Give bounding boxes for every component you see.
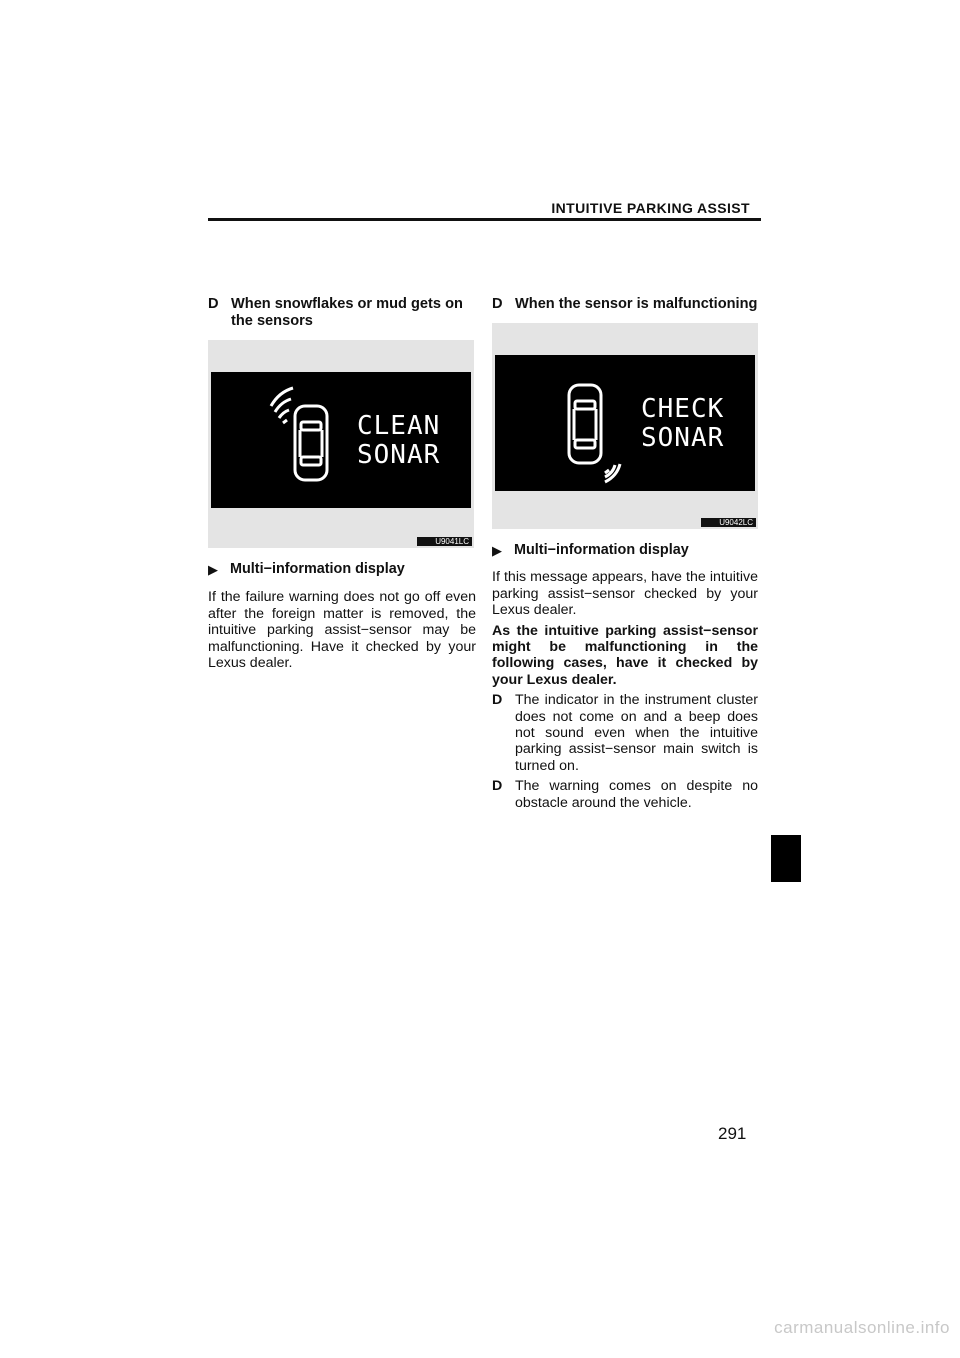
screen-line2: SONAR xyxy=(357,440,441,470)
bullet-icon: D xyxy=(492,296,503,312)
sonar-car-icon xyxy=(545,355,635,491)
list-item-text: The indicator in the instrument cluster does not come on and a beep does not sound even when the intuitive parking assist−sensor main switch is turned on. xyxy=(515,692,758,774)
right-bold-paragraph: As the intuitive parking assist−sensor might be malfunctioning in the following cases, have it checked by your Lexus dealer. xyxy=(492,622,758,688)
screen-text xyxy=(357,412,440,470)
page-number: 291 xyxy=(718,1124,747,1143)
left-heading xyxy=(208,296,476,330)
left-caption xyxy=(208,561,476,577)
triangle-icon: ▶ xyxy=(208,562,218,577)
figure-code: U9042LC xyxy=(701,518,756,527)
left-figure xyxy=(208,340,474,548)
watermark: carmanualsonline.info xyxy=(774,1318,950,1337)
right-caption-text: Multi−information display xyxy=(514,542,689,558)
left-caption-text: Multi−information display xyxy=(230,561,405,577)
right-figure xyxy=(492,323,758,529)
right-heading xyxy=(492,296,758,313)
left-column xyxy=(208,296,476,671)
left-heading-text: When snowflakes or mud gets on the sensors xyxy=(231,296,463,329)
bullet-icon: D xyxy=(492,778,503,795)
right-heading-text: When the sensor is malfunctioning xyxy=(515,296,758,312)
screen-text xyxy=(641,395,724,453)
list-item xyxy=(492,692,758,774)
list-item xyxy=(492,778,758,811)
screen-line1: CLEAN xyxy=(357,411,441,441)
header-rule xyxy=(208,218,761,221)
display-screen xyxy=(495,355,755,491)
triangle-icon: ▶ xyxy=(492,543,502,558)
left-paragraph: If the failure warning does not go off even after the foreign matter is removed, the intuitive parking assist−sensor may be malfunctioning. Have it checked by your Lexus dealer. xyxy=(208,589,476,672)
right-paragraph: If this message appears, have the intuitive parking assist−sensor checked by your Lexus dealer. xyxy=(492,569,758,619)
sonar-car-icon xyxy=(261,372,351,508)
display-screen xyxy=(211,372,471,508)
bullet-icon: D xyxy=(492,692,503,709)
section-tab xyxy=(771,835,801,882)
figure-code: U9041LC xyxy=(417,537,472,546)
screen-line1: CHECK xyxy=(641,394,725,424)
page-header-title: INTUITIVE PARKING ASSIST xyxy=(551,200,750,216)
bullet-icon: D xyxy=(208,296,219,312)
right-column xyxy=(492,296,758,811)
screen-line2: SONAR xyxy=(641,423,725,453)
list-item-text: The warning comes on despite no obstacle around the vehicle. xyxy=(515,778,758,811)
right-caption xyxy=(492,542,758,558)
